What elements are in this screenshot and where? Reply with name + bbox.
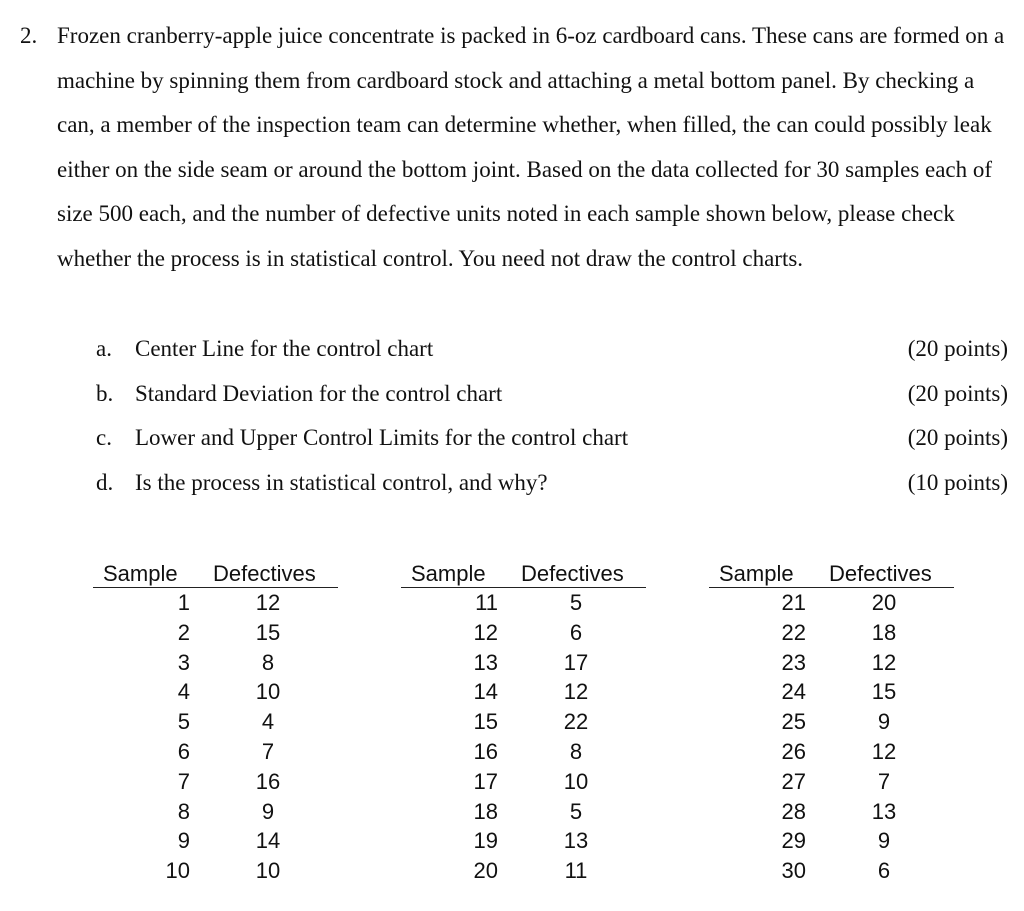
table-row xyxy=(93,737,338,767)
table-body xyxy=(709,588,954,886)
table-row xyxy=(401,856,646,886)
table-row xyxy=(401,648,646,678)
defective-count: 18 xyxy=(871,619,897,645)
table-row xyxy=(401,767,646,797)
data-table-samples-21-30 xyxy=(709,558,954,886)
sample-number: 6 xyxy=(177,738,190,764)
task-letter: d. xyxy=(96,469,114,495)
table-row xyxy=(93,707,338,737)
table-row xyxy=(709,826,954,856)
header-sample: Sample xyxy=(411,561,486,586)
table-row xyxy=(709,797,954,827)
table-row xyxy=(93,767,338,797)
sample-number: 17 xyxy=(473,768,498,794)
sample-number: 10 xyxy=(165,858,190,884)
defective-count: 20 xyxy=(871,590,897,615)
task-points: (10 points) xyxy=(907,469,1008,495)
defective-count: 6 xyxy=(877,858,891,884)
table-header xyxy=(93,558,338,588)
task-text: Lower and Upper Control Limits for the control chart xyxy=(135,425,629,451)
table-body xyxy=(93,588,338,886)
defective-count: 5 xyxy=(569,590,583,615)
defective-count: 12 xyxy=(255,590,281,615)
table-row xyxy=(401,588,646,618)
defective-count: 15 xyxy=(871,679,897,705)
defective-count: 6 xyxy=(569,619,583,645)
table-row xyxy=(401,618,646,648)
defective-count: 22 xyxy=(563,709,589,735)
task-item xyxy=(96,416,1008,461)
sample-number: 22 xyxy=(781,619,806,645)
sample-number: 15 xyxy=(473,709,498,735)
defective-count: 10 xyxy=(255,858,281,884)
table-row xyxy=(709,856,954,886)
defective-count: 17 xyxy=(563,649,589,675)
task-points: (20 points) xyxy=(907,425,1008,451)
table-row xyxy=(93,797,338,827)
table-row xyxy=(93,618,338,648)
sample-number: 9 xyxy=(177,828,190,854)
sample-number: 13 xyxy=(473,649,498,675)
defective-count: 10 xyxy=(255,679,281,705)
task-letter: b. xyxy=(96,380,114,406)
task-letter: c. xyxy=(96,425,112,451)
defective-count: 10 xyxy=(563,768,589,794)
sample-number: 2 xyxy=(177,619,190,645)
task-item xyxy=(96,461,1008,506)
sample-number: 24 xyxy=(781,679,806,705)
header-defectives: Defectives xyxy=(521,561,624,586)
table-row xyxy=(401,707,646,737)
defective-count: 15 xyxy=(255,619,281,645)
defective-count: 5 xyxy=(569,798,583,824)
table-row xyxy=(401,797,646,827)
data-table-samples-1-10 xyxy=(93,558,338,886)
problem-text: Frozen cranberry-apple juice concentrate is packed in 6-oz cardboard cans. These cans are formed on a machine by spinning them from cardboard stock and attaching a metal bottom panel. By checking a can, a member of the inspection team can determine whether, when filled, the can could possibly leak either on the side seam or around the bottom joint. Based on the data collected for 30 samples each of size 500 each, and the number of defective units noted in each sample shown below, please check whether the process is in statistical control. You need not draw the control charts. xyxy=(57,23,1005,271)
task-text: Is the process in statistical control, and why? xyxy=(135,469,548,495)
defective-count: 9 xyxy=(877,828,891,854)
sample-number: 5 xyxy=(177,709,190,735)
defective-count: 7 xyxy=(877,768,891,794)
table-row xyxy=(401,677,646,707)
sample-number: 8 xyxy=(177,798,190,824)
sample-number: 11 xyxy=(475,590,498,615)
defective-count: 8 xyxy=(569,738,583,764)
task-text: Standard Deviation for the control chart xyxy=(135,380,503,406)
task-item xyxy=(96,372,1008,417)
task-points: (20 points) xyxy=(907,336,1008,361)
defective-count: 11 xyxy=(564,858,588,884)
sample-number: 18 xyxy=(473,798,498,824)
header-defectives: Defectives xyxy=(213,561,316,586)
sample-number: 16 xyxy=(473,738,498,764)
table-header xyxy=(401,558,646,588)
sample-number: 29 xyxy=(781,828,806,854)
sample-number: 14 xyxy=(473,679,498,705)
sample-number: 26 xyxy=(781,738,806,764)
sample-number: 3 xyxy=(177,649,190,675)
defective-count: 12 xyxy=(563,679,589,705)
table-row xyxy=(93,588,338,618)
defective-count: 9 xyxy=(261,798,275,824)
defective-count: 13 xyxy=(871,798,897,824)
table-row xyxy=(401,737,646,767)
task-list xyxy=(96,327,1008,505)
sample-number: 12 xyxy=(473,619,498,645)
defective-count: 13 xyxy=(563,828,589,854)
defective-count: 8 xyxy=(261,649,275,675)
table-row xyxy=(709,767,954,797)
table-row xyxy=(93,677,338,707)
sample-number: 20 xyxy=(473,858,498,884)
table-row xyxy=(709,737,954,767)
header-defectives: Defectives xyxy=(829,561,932,586)
header-sample: Sample xyxy=(103,561,178,586)
table-row xyxy=(709,707,954,737)
table-row xyxy=(93,648,338,678)
task-points: (20 points) xyxy=(907,380,1008,406)
defective-count: 14 xyxy=(255,828,281,854)
defective-count: 4 xyxy=(261,709,275,735)
table-body xyxy=(401,588,646,886)
table-row xyxy=(709,648,954,678)
table-row xyxy=(709,618,954,648)
task-item xyxy=(96,327,1008,372)
problem-number: 2. xyxy=(20,23,38,48)
task-letter: a. xyxy=(96,336,112,361)
header-sample: Sample xyxy=(719,561,794,586)
table-header xyxy=(709,558,954,588)
task-text: Center Line for the control chart xyxy=(135,336,434,361)
defective-count: 7 xyxy=(261,738,275,764)
table-row xyxy=(709,588,954,618)
table-row xyxy=(401,826,646,856)
sample-number: 28 xyxy=(781,798,806,824)
sample-number: 7 xyxy=(177,768,190,794)
sample-number: 23 xyxy=(781,649,806,675)
defective-count: 12 xyxy=(871,738,897,764)
data-table-samples-11-20 xyxy=(401,558,646,886)
sample-number: 21 xyxy=(781,590,806,615)
sample-number: 4 xyxy=(177,679,190,705)
sample-number: 1 xyxy=(177,590,190,615)
sample-number: 19 xyxy=(473,828,498,854)
sample-number: 27 xyxy=(781,768,806,794)
table-row xyxy=(93,856,338,886)
defective-count: 9 xyxy=(877,709,891,735)
defective-count: 12 xyxy=(871,649,897,675)
sample-number: 25 xyxy=(781,709,806,735)
table-row xyxy=(93,826,338,856)
sample-number: 30 xyxy=(781,858,806,884)
defective-count: 16 xyxy=(255,768,281,794)
table-row xyxy=(709,677,954,707)
